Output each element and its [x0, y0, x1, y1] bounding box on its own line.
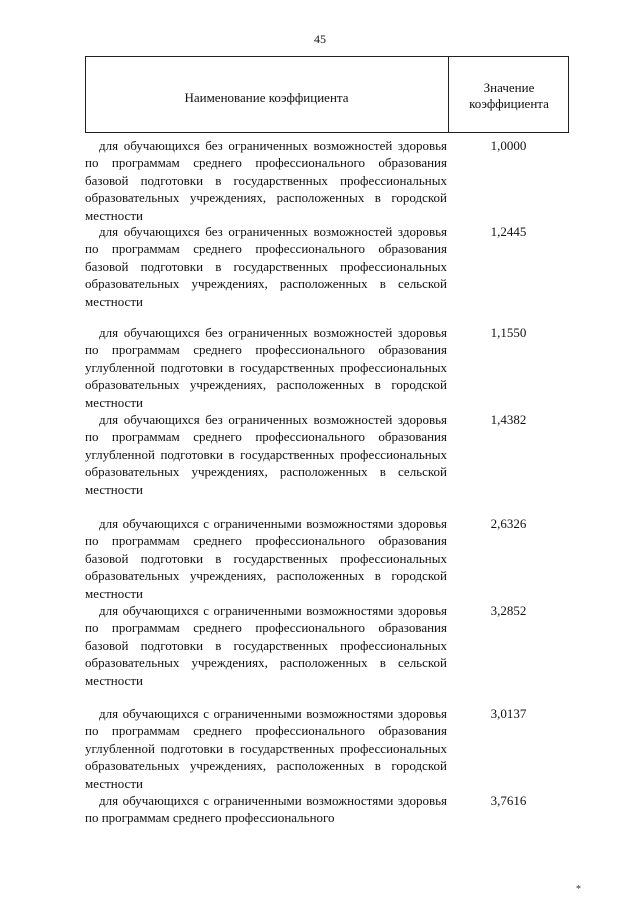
scan-mark: * — [576, 884, 581, 895]
coefficient-name: для обучающихся с ограниченными возможностями здоровья по программам среднего профессионального образования базовой подготовки в государственных профессиональных образовательных учреждениях, расположенных в сельской местности — [85, 603, 447, 688]
coefficient-name: для обучающихся без ограниченных возможностей здоровья по программам среднего профессионального образования базовой подготовки в государственных профессиональных образовательных учреждениях, расположенных в сельской местности — [85, 224, 447, 309]
coefficient-name: для обучающихся без ограниченных возможностей здоровья по программам среднего профессионального образования углубленной подготовки в государственных профессиональных образовательных учреждениях, расположенных в городской местности — [85, 325, 447, 410]
coefficient-name: для обучающихся с ограниченными возможностями здоровья по программам среднего профессионального образования базовой подготовки в государственных профессиональных образовательных учреждениях, расположенных в городской местности — [85, 516, 447, 601]
coefficient-value: 1,4382 — [490, 412, 527, 427]
coefficient-value: 2,6326 — [490, 516, 527, 531]
coefficient-value: 1,1550 — [490, 325, 527, 340]
header-value-line1: Значение — [483, 80, 535, 95]
coefficient-value: 3,0137 — [490, 706, 527, 721]
page-number: 45 — [314, 32, 326, 46]
coefficient-value: 1,0000 — [490, 138, 527, 153]
coefficient-name: для обучающихся с ограниченными возможностями здоровья по программам среднего профессионального образования углубленной подготовки в государственных профессиональных образовательных учреждениях, расположенных в городской местности — [85, 706, 447, 791]
coefficient-value: 1,2445 — [490, 224, 527, 239]
coefficient-name: для обучающихся с ограниченными возможностями здоровья по программам среднего профессионального — [85, 793, 447, 826]
header-value-column — [449, 80, 569, 112]
coefficient-value: 3,2852 — [490, 603, 527, 618]
coefficient-name: для обучающихся без ограниченных возможностей здоровья по программам среднего профессионального образования базовой подготовки в государственных профессиональных образовательных учреждениях, расположенных в городской местности — [85, 138, 447, 223]
coefficient-name: для обучающихся без ограниченных возможностей здоровья по программам среднего профессионального образования углубленной подготовки в государственных профессиональных образовательных учреждениях, расположенных в сельской местности — [85, 412, 447, 497]
header-value-line2: коэффициента — [469, 96, 549, 111]
coefficient-value: 3,7616 — [490, 793, 527, 808]
header-name-column: Наименование коэффициента — [184, 90, 349, 105]
